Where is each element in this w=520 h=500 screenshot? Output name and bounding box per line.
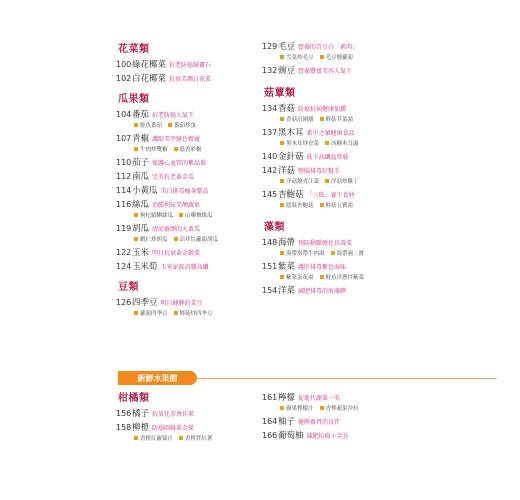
recipe-item: [179, 211, 213, 219]
bullet-icon: [174, 147, 178, 151]
list-item: [116, 72, 256, 84]
bullet-icon: [280, 55, 284, 59]
bullet-icon: [280, 251, 284, 255]
page-number: 137: [262, 128, 278, 137]
entry-line: [116, 296, 256, 308]
page-number: 104: [116, 110, 132, 119]
recipe-item: [325, 177, 359, 185]
item-description: 護肝排毒紫色海味: [298, 264, 347, 271]
recipe-item: [320, 115, 354, 123]
list-item: [116, 132, 256, 154]
page-number: 114: [116, 186, 132, 195]
recipe-list: [116, 433, 256, 443]
recipe-item: [174, 145, 202, 153]
recipe-item: [174, 309, 213, 317]
page-number: 124: [116, 262, 132, 271]
entry-line: [116, 246, 256, 258]
recipe-name: 香檸蘋果沙拉: [325, 406, 359, 412]
item-name: 南瓜: [132, 172, 150, 182]
entry-line: [262, 102, 412, 114]
entry-line: [262, 415, 412, 427]
entry-line: [262, 260, 412, 272]
item-description: 減肥抗癌小尖兵: [306, 433, 349, 440]
recipe-name: 洋菇燴青江菜: [286, 179, 320, 185]
bullet-icon: [280, 203, 284, 207]
bullet-icon: [320, 55, 324, 59]
item-description: 明目抗衰黃金穀菜: [152, 250, 201, 257]
item-description: 玉米家族消腫高纖: [160, 264, 209, 271]
list-item: [116, 108, 256, 130]
list-item: [116, 222, 256, 244]
entry-line: [262, 429, 412, 441]
item-description: 保護心血管的紫晶果: [152, 160, 207, 167]
item-description: 健脾養胃的良伴: [298, 419, 341, 426]
recipe-item: [134, 211, 173, 219]
page-number: 140: [262, 152, 278, 161]
recipe-list: [116, 234, 256, 244]
left-block: [116, 40, 256, 320]
list-item: [262, 236, 412, 258]
recipe-list: [262, 403, 412, 413]
recipe-name: 冰糖木耳露: [331, 141, 359, 147]
page-number: 166: [262, 431, 278, 440]
list-item: [116, 156, 256, 168]
item-name: 橘子: [132, 409, 150, 419]
list-item: [116, 184, 256, 196]
item-description: 防癌抗病健康仙種: [298, 106, 347, 113]
item-description: 消腫利尿美顏蔬果: [152, 202, 201, 209]
list-item: [262, 64, 412, 76]
item-description: 清涼養顏的大黃瓜: [152, 226, 201, 233]
page-number: 151: [262, 262, 278, 271]
category-heading: 菇蕈類: [264, 88, 296, 99]
list-item: [262, 429, 412, 441]
page-number: 158: [116, 423, 132, 432]
recipe-item: [280, 177, 319, 185]
recipe-item: [280, 53, 314, 61]
item-name: 小黃瓜: [132, 186, 158, 196]
page-number: 145: [262, 190, 278, 199]
bullet-icon: [325, 179, 329, 183]
item-name: 柚子: [278, 417, 296, 427]
recipe-name: 洋菇炒雞丁: [331, 179, 359, 185]
item-name: 白花椰菜: [132, 74, 167, 84]
item-description: 抗衰美顏白花菜: [169, 76, 212, 83]
entry-line: [116, 58, 256, 70]
entry-line: [116, 132, 256, 144]
item-name: 洋菇: [278, 166, 296, 176]
entry-line: [116, 184, 256, 196]
bullet-icon: [280, 275, 284, 279]
page-number: 100: [116, 60, 132, 69]
recipe-item: [134, 121, 162, 129]
category-heading: 花菜類: [118, 44, 150, 55]
list-item: [262, 188, 412, 210]
fruit-right-block: [262, 391, 412, 443]
recipe-name: 蔭香彩椒: [179, 147, 202, 153]
list-item: [262, 102, 412, 124]
list-item: [262, 415, 412, 427]
bullet-icon: [134, 311, 138, 315]
recipe-name: 毛豆燴蘿蔔: [325, 55, 354, 61]
entry-line: [262, 40, 412, 52]
entry-line: [116, 108, 256, 120]
recipe-item: [320, 404, 359, 412]
recipe-list: [116, 120, 256, 130]
recipe-item: [280, 139, 319, 147]
recipe-name: 紫菜蛋花湯: [286, 275, 314, 281]
recipe-name: 蘿蔔四季豆: [140, 311, 168, 317]
category-heading: 藻類: [264, 222, 285, 233]
item-description: 預防動脈硬化長壽菜: [298, 240, 353, 247]
entry-line: [262, 164, 412, 176]
list-item: [116, 58, 256, 70]
recipe-item: [280, 404, 314, 412]
right-block: [262, 40, 412, 298]
list-item: [262, 126, 412, 148]
item-name: 紫菜: [278, 262, 296, 272]
item-name: 青椒: [132, 134, 150, 144]
item-name: 玉米筍: [132, 262, 158, 272]
item-description: 護眼美甲綠色精靈: [152, 136, 201, 143]
recipe-item: [134, 309, 168, 317]
list-item: [262, 284, 412, 296]
bullet-icon: [134, 213, 138, 217]
item-description: 減肥排毒的海藻膠: [298, 288, 347, 295]
page-number: 119: [116, 224, 132, 233]
entry-line: [116, 407, 256, 419]
item-name: 綠花椰菜: [132, 60, 167, 70]
item-description: 營養豐富美容人氣王: [298, 68, 353, 75]
entry-line: [116, 260, 256, 272]
item-description: 低卡高纖益智菇: [306, 154, 349, 161]
item-name: 黑木耳: [278, 128, 304, 138]
recipe-list: [262, 176, 412, 186]
item-name: 豌豆: [278, 66, 296, 76]
banner-divider: [197, 378, 497, 379]
list-item: [116, 296, 256, 318]
page-number: 126: [116, 298, 132, 307]
recipe-item: [179, 434, 213, 442]
entry-line: [262, 150, 412, 162]
recipe-item: [134, 434, 173, 442]
bullet-icon: [331, 251, 335, 255]
page-number: 129: [262, 42, 278, 51]
bullet-icon: [179, 213, 183, 217]
item-name: 絲瓜: [132, 200, 150, 210]
item-description: 營養的青豆白「素肉」: [298, 44, 359, 51]
recipe-item: [280, 201, 314, 209]
recipe-list: [116, 308, 256, 318]
recipe-name: 牛肉炒雙椒: [140, 147, 168, 153]
recipe-name: 山藥燴絲瓜: [185, 213, 213, 219]
recipe-list: [262, 138, 412, 148]
entry-line: [262, 391, 412, 403]
recipe-name: 海帶海帶牛肉湯: [286, 251, 325, 257]
recipe-name: 鮮菇芥菜湯: [325, 117, 354, 123]
bullet-icon: [280, 179, 284, 183]
item-description: 防癌圓綠黃金果: [152, 425, 195, 432]
recipe-name: 蔭鼓杏鮑菇: [286, 203, 314, 209]
recipe-item: [331, 249, 365, 257]
recipe-item: [320, 53, 354, 61]
bullet-icon: [320, 406, 324, 410]
page-number: 142: [262, 166, 278, 175]
item-description: 美白排毒瘦身聖品: [160, 188, 209, 195]
recipe-name: 香橙紅蘿蔔汁: [140, 436, 174, 442]
entry-line: [116, 156, 256, 168]
recipe-name: 香菇田園燉: [286, 117, 314, 123]
list-item: [116, 198, 256, 220]
page-number: 110: [116, 158, 132, 167]
page-number: 107: [116, 134, 132, 143]
page-number: 134: [262, 104, 278, 113]
item-name: 毛豆: [278, 42, 296, 52]
page-number: 122: [116, 248, 132, 257]
entry-line: [262, 64, 412, 76]
page-number: 148: [262, 238, 278, 247]
fruit-section-banner: 新鮮水果館: [118, 371, 197, 385]
item-name: 番茄: [132, 110, 150, 120]
item-description: 抗氧化芳香佳果: [152, 411, 195, 418]
recipe-name: 蘋果檸檬汁: [286, 406, 314, 412]
recipe-name: 海帶滷二寶: [336, 251, 365, 257]
item-name: 柳橙: [132, 423, 150, 433]
entry-line: [116, 170, 256, 182]
item-description: 抗老防癌綠寶石: [169, 62, 212, 69]
item-name: 玉米: [132, 248, 150, 258]
fruit-left-block: [116, 389, 256, 445]
recipe-name: 涼拌紅蘿蔔胡瓜: [179, 237, 219, 243]
list-item: [262, 40, 412, 62]
recipe-list: [262, 114, 412, 124]
bullet-icon: [179, 436, 183, 440]
recipe-item: [134, 145, 168, 153]
page-number: 161: [262, 393, 278, 402]
bullet-icon: [320, 117, 324, 121]
recipe-item: [280, 273, 314, 281]
entry-line: [262, 188, 412, 200]
bullet-icon: [325, 141, 329, 145]
entry-line: [262, 284, 412, 296]
item-description: 抗老防癌人氣王: [152, 112, 195, 119]
recipe-name: 枸杞蛤蜊絲瓜: [140, 213, 174, 219]
recipe-item: [325, 139, 359, 147]
item-description: 完美抗老黃金瓜: [152, 174, 195, 181]
item-name: 胡瓜: [132, 224, 150, 234]
recipe-item: [320, 201, 354, 209]
bullet-icon: [174, 237, 178, 241]
page-number: 156: [116, 409, 132, 418]
recipe-list: [116, 144, 256, 154]
recipe-list: [262, 272, 412, 282]
item-name: 杏鮑菇: [278, 190, 304, 200]
list-item: [116, 407, 256, 419]
recipe-item: [134, 235, 168, 243]
list-item: [262, 391, 412, 413]
recipe-name: 番茄炒蛋: [174, 123, 197, 129]
bullet-icon: [320, 275, 324, 279]
item-name: 洋菜: [278, 286, 296, 296]
item-description: 整腸排毒好幫手: [298, 168, 341, 175]
recipe-name: 鮮菇五寶湯: [325, 203, 354, 209]
bullet-icon: [280, 117, 284, 121]
recipe-name: 鮭魚番茄: [140, 123, 163, 129]
list-item: [262, 150, 412, 162]
page-number: 112: [116, 172, 132, 181]
category-heading: 柑橘類: [118, 393, 150, 404]
bullet-icon: [280, 141, 284, 145]
bullet-icon: [280, 406, 284, 410]
page-number: 164: [262, 417, 278, 426]
item-name: 茄子: [132, 158, 150, 168]
recipe-list: [262, 52, 412, 62]
entry-line: [116, 421, 256, 433]
item-description: 「三低」養生食材: [306, 192, 355, 199]
item-description: 素中之葷健康食品: [306, 130, 355, 137]
page-number: 154: [262, 286, 278, 295]
list-item: [116, 260, 256, 272]
item-name: 檸檬: [278, 393, 296, 403]
page-number: 102: [116, 74, 132, 83]
recipe-list: [262, 200, 412, 210]
entry-line: [262, 236, 412, 248]
entry-line: [116, 222, 256, 234]
category-heading: 豆類: [118, 282, 139, 293]
bullet-icon: [168, 123, 172, 127]
bullet-icon: [134, 123, 138, 127]
recipe-list: [116, 210, 256, 220]
item-name: 金針菇: [278, 152, 304, 162]
recipe-name: 香橙拌紅薯: [185, 436, 213, 442]
bullet-icon: [134, 147, 138, 151]
recipe-item: [280, 115, 314, 123]
recipe-name: 鮮菇炒四季豆: [179, 311, 213, 317]
item-name: 四季豆: [132, 298, 158, 308]
item-description: 明目健脾的菜豆: [160, 300, 203, 307]
list-item: [116, 170, 256, 182]
list-item: [262, 164, 412, 186]
item-description: 促進代謝第一名: [298, 395, 341, 402]
entry-line: [262, 126, 412, 138]
list-item: [262, 260, 412, 282]
category-heading: 瓜果類: [118, 94, 150, 105]
recipe-name: 黑木耳炒青菜: [286, 141, 320, 147]
entry-line: [116, 198, 256, 210]
bullet-icon: [174, 311, 178, 315]
item-name: 葡萄柚: [278, 431, 304, 441]
bullet-icon: [134, 436, 138, 440]
recipe-list: [262, 248, 412, 258]
entry-line: [116, 72, 256, 84]
recipe-item: [168, 121, 196, 129]
list-item: [116, 421, 256, 443]
recipe-name: 鮭魚洋蔥拌紫菜: [325, 275, 365, 281]
item-name: 香菇: [278, 104, 296, 114]
recipe-item: [320, 273, 365, 281]
page-number: 116: [116, 200, 132, 209]
list-item: [116, 246, 256, 258]
recipe-name: 蝦仁炒胡瓜: [140, 237, 168, 243]
bullet-icon: [134, 237, 138, 241]
recipe-item: [280, 249, 325, 257]
recipe-name: 雪菜炒毛豆: [286, 55, 314, 61]
bullet-icon: [320, 203, 324, 207]
item-name: 海帶: [278, 238, 296, 248]
recipe-item: [174, 235, 219, 243]
page-number: 132: [262, 66, 278, 75]
